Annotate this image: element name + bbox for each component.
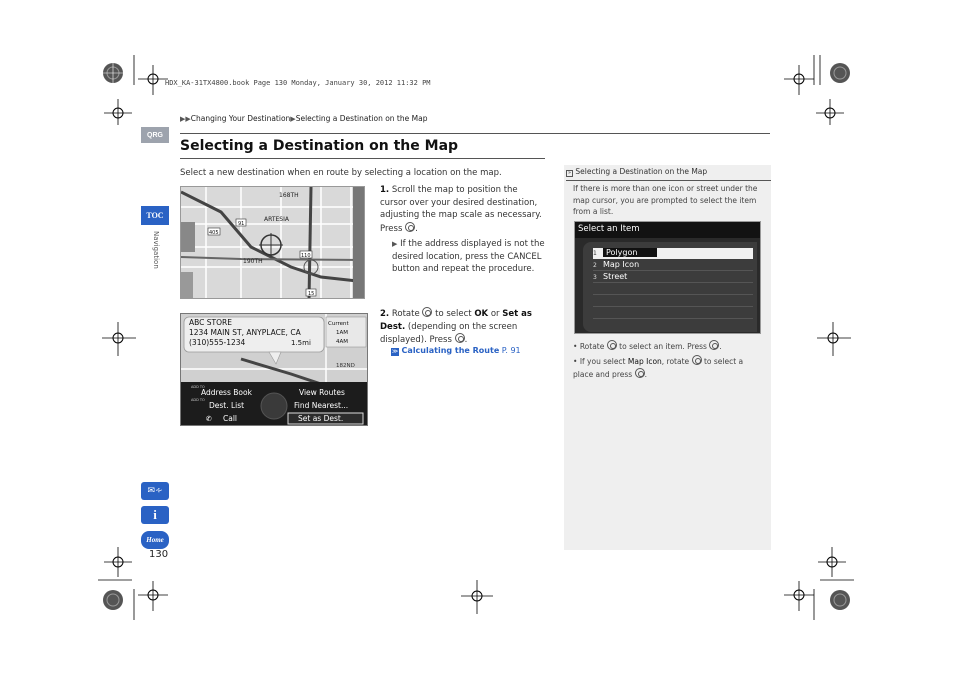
- press-icon: [635, 368, 645, 378]
- map-screenshot: [180, 186, 365, 299]
- section-label: [151, 230, 161, 290]
- home-icon[interactable]: Home: [141, 531, 169, 549]
- map-route-label: 405: [209, 230, 219, 236]
- menu-view-routes[interactable]: View Routes: [299, 388, 345, 397]
- sidebar-bullet-1: • Rotate to select an item. Press .: [573, 342, 722, 351]
- set-as-dest-option: Set as Dest.: [380, 309, 532, 332]
- option-number: 1: [593, 250, 597, 257]
- crop-mark-mid-right: [817, 322, 853, 358]
- step-2-text: Rotate: [391, 309, 420, 319]
- menu-find-nearest[interactable]: Find Nearest...: [294, 401, 349, 410]
- section-label-text: Navigation: [152, 231, 160, 269]
- breadcrumb-arrow-icon: ▶▶: [180, 115, 191, 123]
- step-1-note: [392, 238, 547, 276]
- interface-dial-icon: [607, 340, 617, 350]
- sidebar-heading: [566, 167, 707, 177]
- map-route-label: 15: [308, 291, 315, 297]
- menu-call[interactable]: Call: [223, 414, 238, 423]
- popup-distance: 1.5mi: [291, 339, 311, 347]
- print-info: HDX_KA-31TX4800.book Page 130 Monday, January 30, 2012 11:32 PM: [165, 79, 431, 87]
- sidebar-bullet-2: • If you select Map Icon, rotate to select a place and press .: [573, 357, 744, 379]
- step-1-text: Scroll the map to position the cursor over your desired destination, adjusting the map scale as necessary. Press: [380, 185, 542, 234]
- interface-dial-icon: [692, 355, 702, 365]
- info-icon[interactable]: i: [141, 506, 169, 524]
- page-number: 130: [149, 549, 169, 560]
- step-1: 1. Scroll the map to position the cursor over your desired destination, adjusting the map scale as necessary. Press .: [380, 185, 542, 234]
- breadcrumb-arrow-icon: ▶: [290, 115, 296, 123]
- traffic-label: 1AM: [336, 330, 349, 336]
- breadcrumb: [180, 114, 427, 123]
- header-divider: [180, 133, 770, 134]
- intro-text: Select a new destination when en route by selecting a location on the map.: [180, 168, 502, 178]
- select-screen-title: Select an Item: [575, 222, 760, 238]
- menu-dest-list[interactable]: Dest. List: [209, 401, 245, 410]
- qrg-tab[interactable]: QRG: [141, 127, 169, 143]
- step-2-number: 2.: [380, 309, 390, 319]
- link-page[interactable]: P. 91: [501, 346, 521, 355]
- select-empty-row: [593, 284, 753, 295]
- crop-mark-top-right: [770, 55, 855, 125]
- press-icon: [709, 340, 719, 350]
- press-icon: [405, 222, 415, 232]
- bullet-text: Rotate: [579, 342, 605, 351]
- ok-option: OK: [474, 309, 489, 319]
- traffic-label: Current: [328, 321, 349, 327]
- step-1-number: 1.: [380, 185, 390, 195]
- page-title: Selecting a Destination on the Map: [180, 138, 459, 154]
- menu-address-book[interactable]: Address Book: [201, 388, 252, 397]
- crop-mark-bottom-left: [98, 545, 188, 620]
- sidebar-heading-text: Selecting a Destination on the Map: [575, 167, 708, 176]
- voice-command-icon[interactable]: ✉∻: [141, 482, 169, 500]
- bullet-text: to select a place and press: [573, 357, 744, 379]
- option-number: 3: [593, 274, 597, 281]
- sidebar-divider: [566, 180, 771, 181]
- traffic-label: 4AM: [336, 339, 349, 345]
- note-marker-icon: »: [567, 170, 572, 176]
- crop-mark-bottom-center: [459, 580, 495, 616]
- crop-mark-bottom-right: [770, 545, 855, 620]
- map-street-label: ARTESIA: [264, 216, 289, 223]
- option-label: Map Icon: [603, 260, 640, 269]
- add-to-label: ADD TO: [191, 385, 205, 389]
- select-option-street[interactable]: [593, 272, 753, 283]
- crop-mark-mid-left: [102, 322, 138, 358]
- link-text[interactable]: Calculating the Route: [401, 346, 500, 355]
- popup-name: ABC STORE: [189, 318, 232, 327]
- bullet-text: If you select: [579, 357, 626, 366]
- map-icon-option: Map Icon: [627, 357, 662, 366]
- phone-icon: ✆: [206, 415, 212, 423]
- select-item-screenshot: [574, 221, 761, 334]
- crop-mark-top-left: [100, 55, 170, 125]
- select-empty-row: [593, 296, 753, 307]
- step-1-note-text: If the address displayed is not the desired location, press the CANCEL button and repeat the procedure.: [392, 239, 545, 274]
- select-option-polygon[interactable]: [593, 248, 753, 259]
- map-street-label: 182ND: [336, 363, 355, 369]
- press-icon: [455, 333, 465, 343]
- title-divider: [180, 158, 545, 159]
- menu-set-as-dest[interactable]: Set as Dest.: [298, 414, 344, 423]
- select-option-map-icon[interactable]: [593, 260, 753, 271]
- sidebar-description: If there is more than one icon or street under the map cursor, you are prompted to select the item from a list.: [573, 184, 758, 216]
- interface-dial-icon: [422, 307, 432, 317]
- step-2-text: (depending on the screen displayed). Press: [380, 321, 518, 345]
- map-route-label: 91: [238, 221, 245, 227]
- option-label: Polygon: [603, 248, 657, 257]
- map-street-label: 168TH: [279, 192, 299, 199]
- calculating-route-link[interactable]: [391, 346, 521, 356]
- step-2-text: to select: [435, 309, 472, 319]
- destination-popup-screenshot: [180, 313, 368, 426]
- bullet-text: to select an item. Press: [619, 342, 707, 351]
- step-2: 2. Rotate to select OK or Set as Dest. (depending on the screen displayed). Press .: [380, 309, 532, 345]
- map-street-label: 190TH: [243, 258, 263, 265]
- bullet-text: , rotate: [661, 357, 690, 366]
- select-empty-row: [593, 308, 753, 319]
- option-label: Street: [603, 272, 628, 281]
- breadcrumb-item-changing-destination[interactable]: Changing Your Destination: [190, 114, 291, 123]
- option-number: 2: [593, 262, 597, 269]
- step-2-text: or: [490, 309, 500, 319]
- popup-phone: (310)555-1234: [189, 338, 246, 347]
- map-route-label: 110: [301, 253, 311, 259]
- toc-tab[interactable]: TOC: [141, 206, 169, 225]
- cross-reference-icon: ≫: [391, 348, 399, 355]
- breadcrumb-item-select-on-map: Selecting a Destination on the Map: [295, 114, 428, 123]
- add-to-label: ADD TO: [191, 398, 205, 402]
- note-arrow-icon: ▶: [392, 240, 398, 248]
- popup-address: 1234 MAIN ST, ANYPLACE, CA: [189, 328, 301, 337]
